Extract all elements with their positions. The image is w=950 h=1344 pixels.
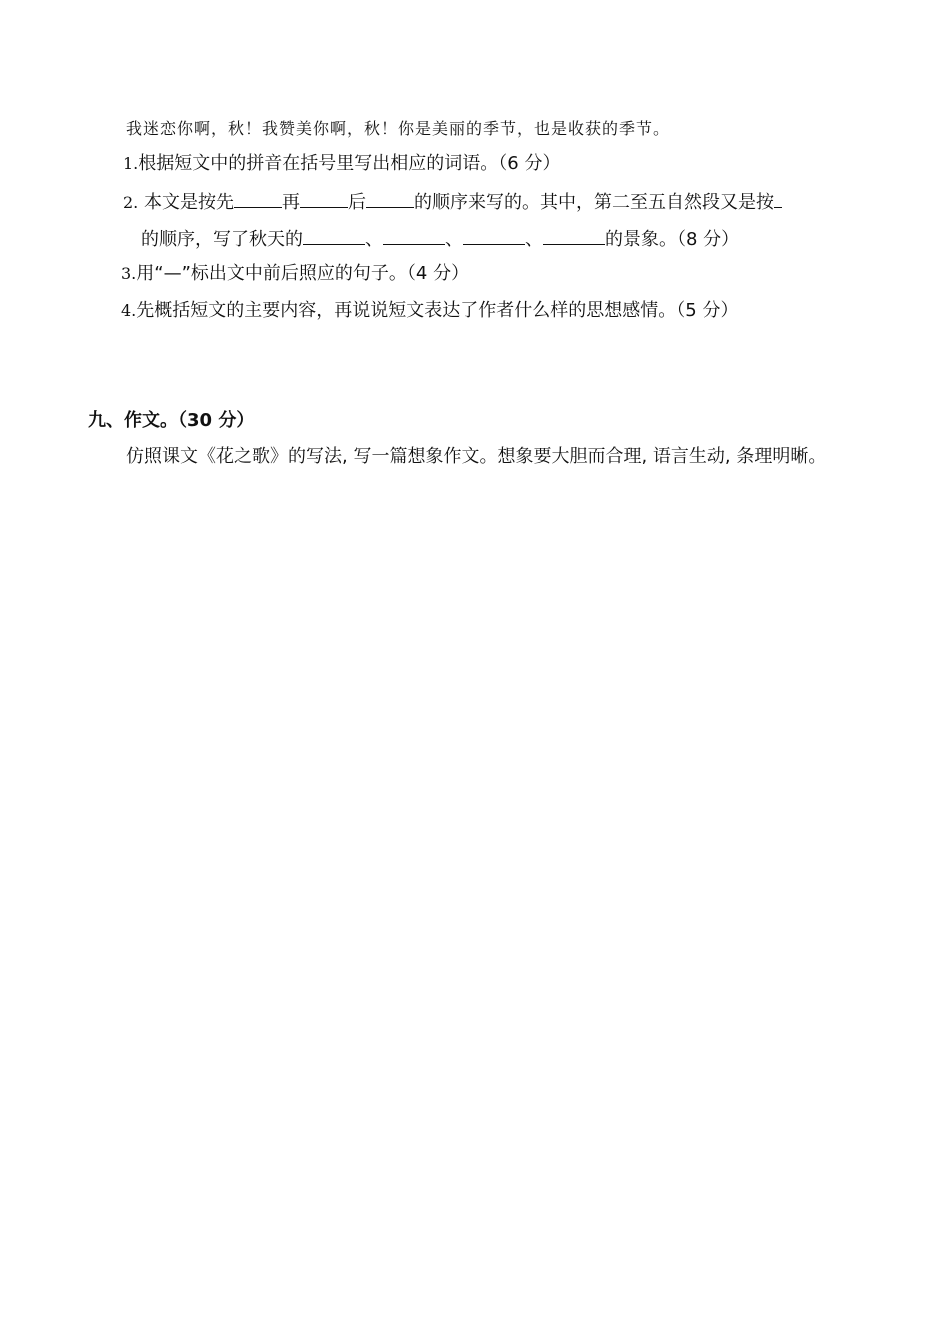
- question-text: 的景象。: [605, 229, 677, 250]
- question-score: （4 分）: [406, 263, 470, 284]
- answer-blank[interactable]: [300, 189, 348, 208]
- passage-closing-line: 我迷恋你啊，秋！我赞美你啊，秋！你是美丽的季节，也是收获的季节。: [126, 119, 671, 138]
- question-2-line-2: [141, 226, 739, 252]
- answer-blank[interactable]: [543, 226, 605, 245]
- question-text: 再: [282, 192, 300, 213]
- separator: 、: [525, 229, 543, 250]
- answer-blank[interactable]: [463, 226, 525, 245]
- question-text: 的顺序来写的。其中，第二至五自然段又是按: [414, 192, 774, 213]
- separator: 、: [365, 229, 383, 250]
- answer-blank[interactable]: [774, 189, 782, 208]
- question-text: 后: [348, 192, 366, 213]
- question-text: 根据短文中的拼音在括号里写出相应的词语。: [138, 153, 499, 174]
- question-number: 1.: [123, 154, 139, 173]
- answer-blank[interactable]: [383, 226, 445, 245]
- question-1: [123, 152, 560, 176]
- answer-blank[interactable]: [366, 189, 414, 208]
- question-text: 先概括短文的主要内容，再说说短文表达了作者什么样的思想感情。: [136, 300, 677, 321]
- question-score: （8 分）: [677, 229, 740, 250]
- question-text: 本文是按先: [144, 192, 234, 213]
- separator: 、: [445, 229, 463, 250]
- question-number: 3.: [121, 264, 137, 283]
- question-score: （5 分）: [676, 300, 739, 321]
- answer-blank[interactable]: [234, 189, 282, 208]
- section-9-heading: 九、作文。（30 分）: [88, 410, 255, 431]
- section-9-prompt: 仿照课文《花之歌》的写法, 写一篇想象作文。想象要大胆而合理, 语言生动, 条理明晰。: [126, 446, 827, 467]
- question-text: 用“—”标出文中前后照应的句子。: [136, 263, 407, 284]
- answer-blank[interactable]: [303, 226, 365, 245]
- question-number: 2.: [123, 193, 139, 212]
- question-score: （6 分）: [498, 153, 561, 174]
- question-number: 4.: [121, 301, 137, 320]
- question-2-line-1: [123, 189, 782, 215]
- question-3: [121, 262, 469, 286]
- question-4: [121, 299, 738, 323]
- question-text: 的顺序，写了秋天的: [141, 229, 303, 250]
